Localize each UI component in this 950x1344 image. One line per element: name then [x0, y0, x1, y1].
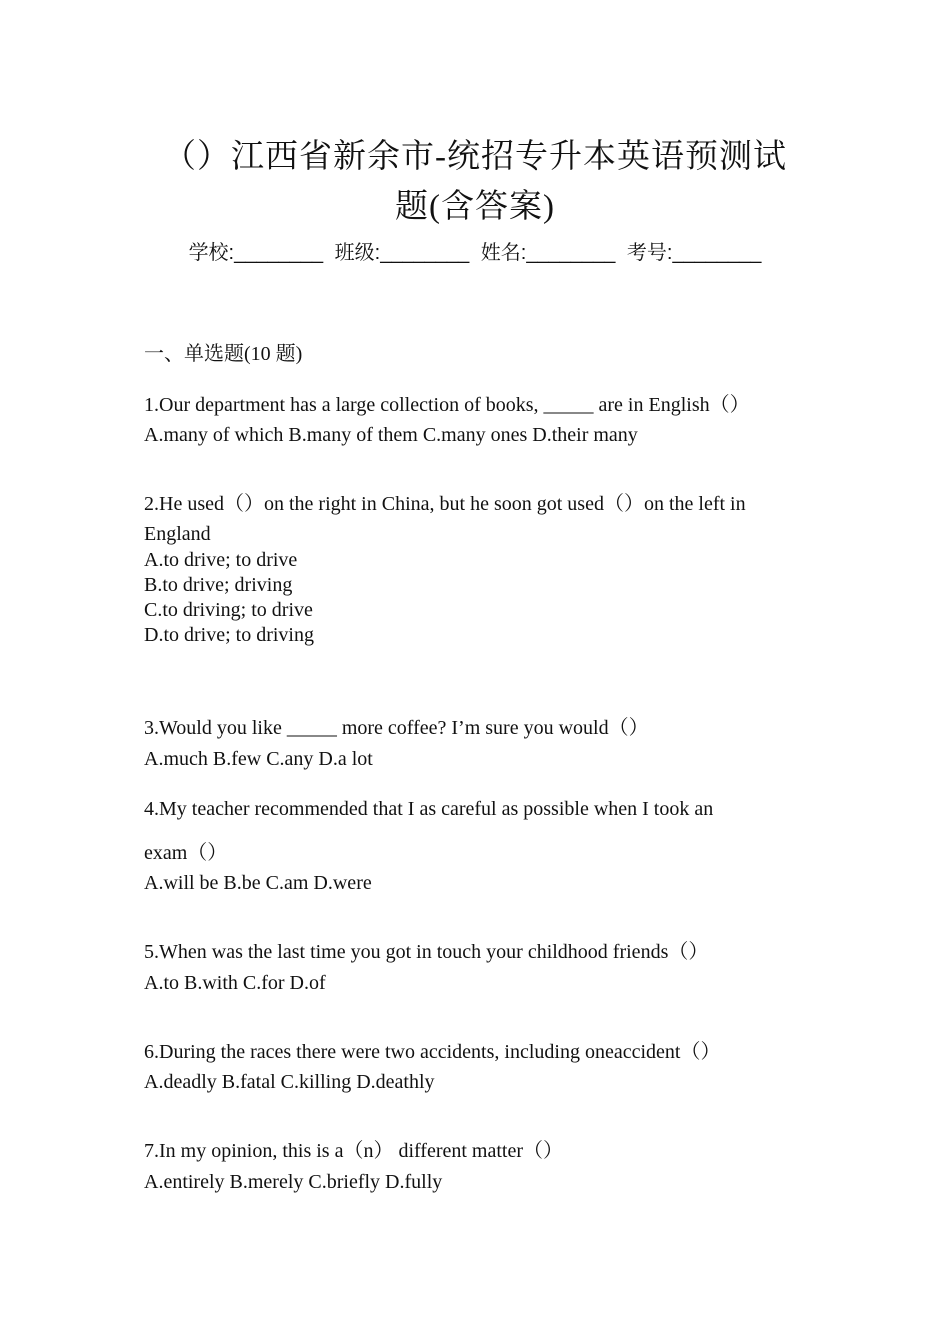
- question-1-options: A.many of which B.many of them C.many ones D.their many: [144, 424, 638, 446]
- question-5-stem: 5.When was the last time you got in touch your childhood friends（）: [144, 941, 709, 963]
- class-field: 班级:________: [334, 242, 470, 264]
- document-title-line-1: （）江西省新余市-统招专升本英语预测试: [163, 139, 787, 175]
- exam-number-field: 考号:________: [626, 242, 762, 264]
- question-2-stem-line-1: 2.He used（）on the right in China, but he soon got used（）on the left in: [144, 493, 746, 515]
- question-4-options: A.will be B.be C.am D.were: [144, 872, 372, 894]
- question-7-stem: 7.In my opinion, this is a（n） different matter（）: [144, 1140, 564, 1162]
- section-heading: 一、单选题(10 题): [144, 343, 303, 365]
- school-field: 学校:________: [188, 242, 324, 264]
- name-field: 姓名:________: [480, 242, 616, 264]
- question-4-stem-line-1: 4.My teacher recommended that I as careful as possible when I took an: [144, 798, 714, 820]
- question-1-stem: 1.Our department has a large collection of books, _____ are in English（）: [144, 394, 750, 416]
- question-2-stem-line-2: England: [144, 523, 211, 545]
- question-5-options: A.to B.with C.for D.of: [144, 972, 326, 994]
- question-3-stem: 3.Would you like _____ more coffee? I’m sure you would（）: [144, 717, 649, 739]
- question-7-options: A.entirely B.merely C.briefly D.fully: [144, 1171, 443, 1193]
- question-2-option-a: A.to drive; to drive: [144, 549, 298, 571]
- question-6-stem: 6.During the races there were two accidents, including oneaccident（）: [144, 1041, 721, 1063]
- question-4-stem-line-2: exam（）: [144, 842, 228, 864]
- question-6-options: A.deadly B.fatal C.killing D.deathly: [144, 1071, 435, 1093]
- document-title-line-2: 题(含答案): [395, 189, 555, 225]
- question-2-option-b: B.to drive; driving: [144, 574, 293, 596]
- student-info-row: [0, 236, 950, 265]
- question-2-option-d: D.to drive; to driving: [144, 624, 314, 646]
- question-3-options: A.much B.few C.any D.a lot: [144, 748, 373, 770]
- question-2-option-c: C.to driving; to drive: [144, 599, 313, 621]
